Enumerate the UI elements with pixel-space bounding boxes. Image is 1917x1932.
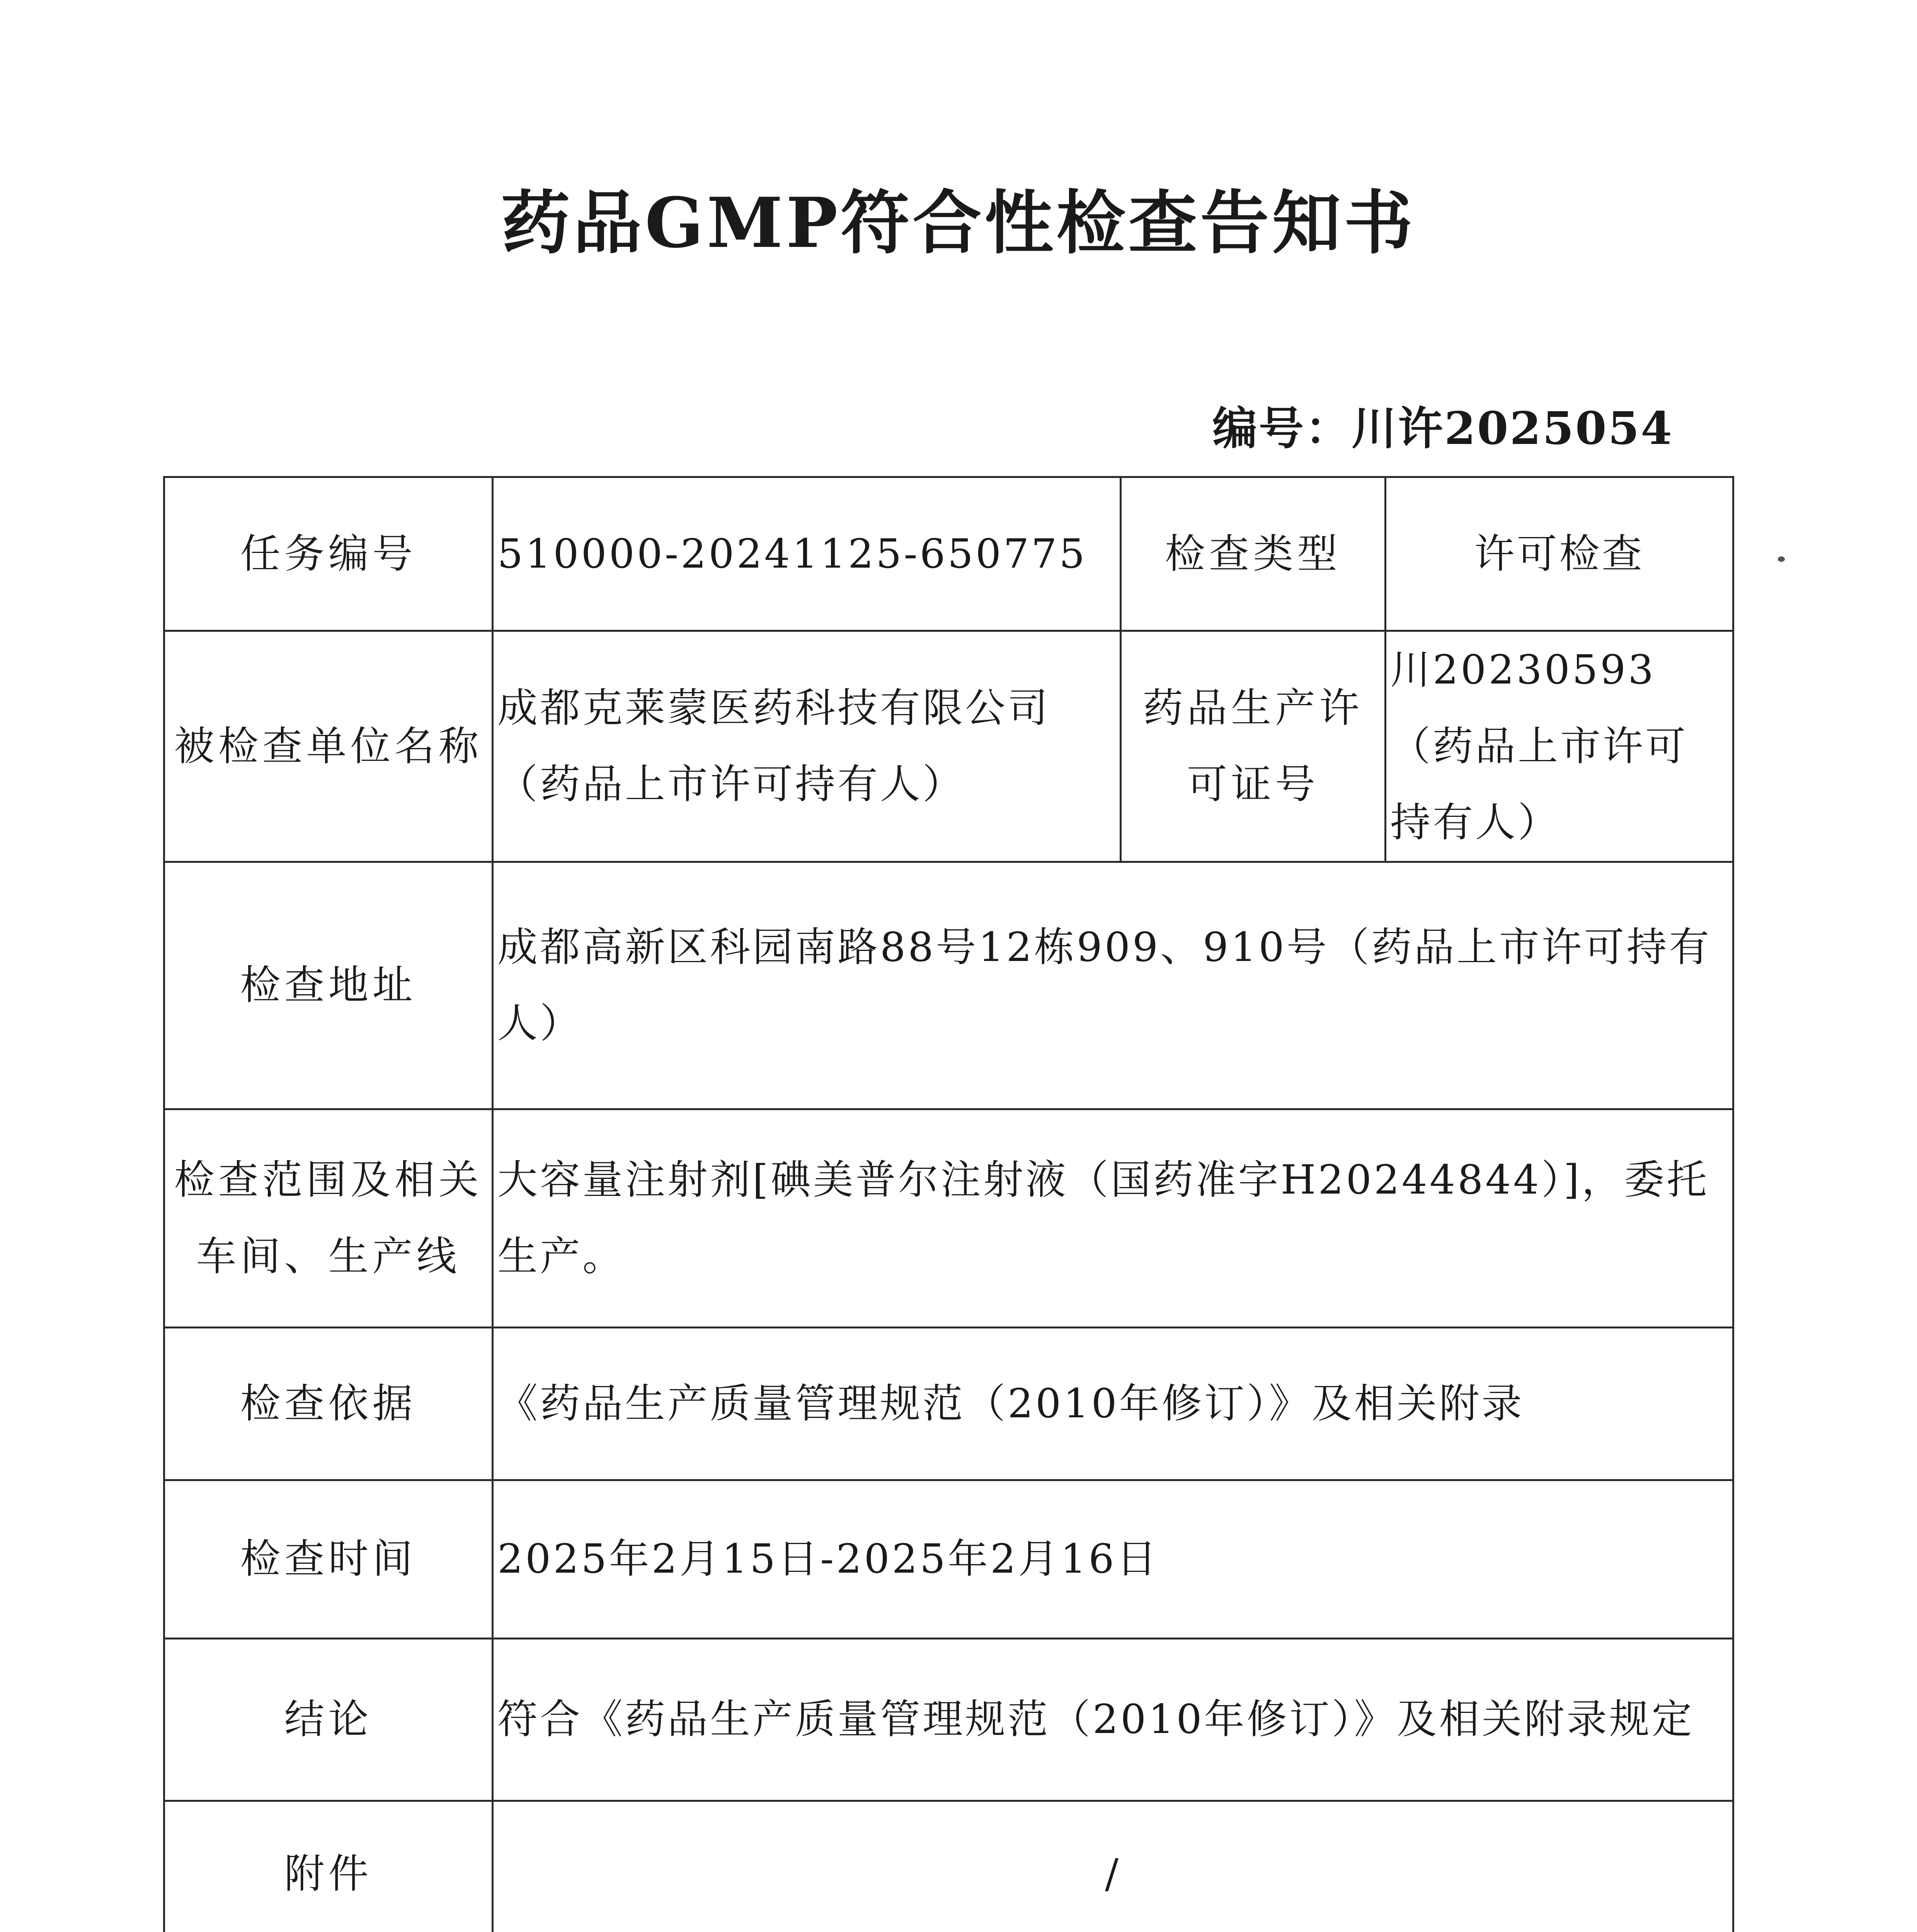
row-task-no	[164, 477, 1733, 631]
license-label: 药品生产许可证号	[1121, 631, 1386, 862]
row-attachment	[164, 1801, 1733, 1932]
scope-value: 大容量注射剂[碘美普尔注射液（国药准字H20244844）]，委托生产。	[493, 1109, 1733, 1327]
row-basis	[164, 1327, 1733, 1480]
conclusion-label: 结论	[164, 1638, 493, 1801]
basis-label: 检查依据	[164, 1327, 493, 1480]
task-no-value: 510000-20241125-650775	[493, 477, 1121, 631]
task-no-label: 任务编号	[164, 477, 493, 631]
scan-speck	[1778, 556, 1785, 562]
document-title: 药品GMP符合性检查告知书	[501, 182, 1416, 263]
license-value: 川20230593（药品上市许可持有人）	[1386, 631, 1733, 862]
conclusion-value: 符合《药品生产质量管理规范（2010年修订）》及相关附录规定	[493, 1638, 1733, 1801]
basis-value: 《药品生产质量管理规范（2010年修订）》及相关附录	[493, 1327, 1733, 1480]
attachment-label: 附件	[164, 1801, 493, 1932]
row-scope	[164, 1109, 1733, 1327]
inspection-type-label: 检查类型	[1121, 477, 1386, 631]
unit-name-label: 被检查单位名称	[164, 631, 493, 862]
attachment-value: /	[493, 1801, 1733, 1932]
row-time	[164, 1480, 1733, 1638]
address-value: 成都高新区科园南路88号12栋909、910号（药品上市许可持有人）	[493, 862, 1733, 1109]
row-unit-name	[164, 631, 1733, 862]
row-conclusion	[164, 1638, 1733, 1801]
time-label: 检查时间	[164, 1480, 493, 1638]
row-address	[164, 862, 1733, 1109]
scope-label: 检查范围及相关车间、生产线	[164, 1109, 493, 1327]
inspection-info-table	[163, 476, 1734, 1932]
unit-name-value: 成都克莱蒙医药科技有限公司（药品上市许可持有人）	[493, 631, 1121, 862]
time-value: 2025年2月15日-2025年2月16日	[493, 1480, 1733, 1638]
inspection-type-value: 许可检查	[1386, 477, 1733, 631]
address-label: 检查地址	[164, 862, 493, 1109]
document-number: 编号：川许2025054	[1212, 402, 1674, 455]
